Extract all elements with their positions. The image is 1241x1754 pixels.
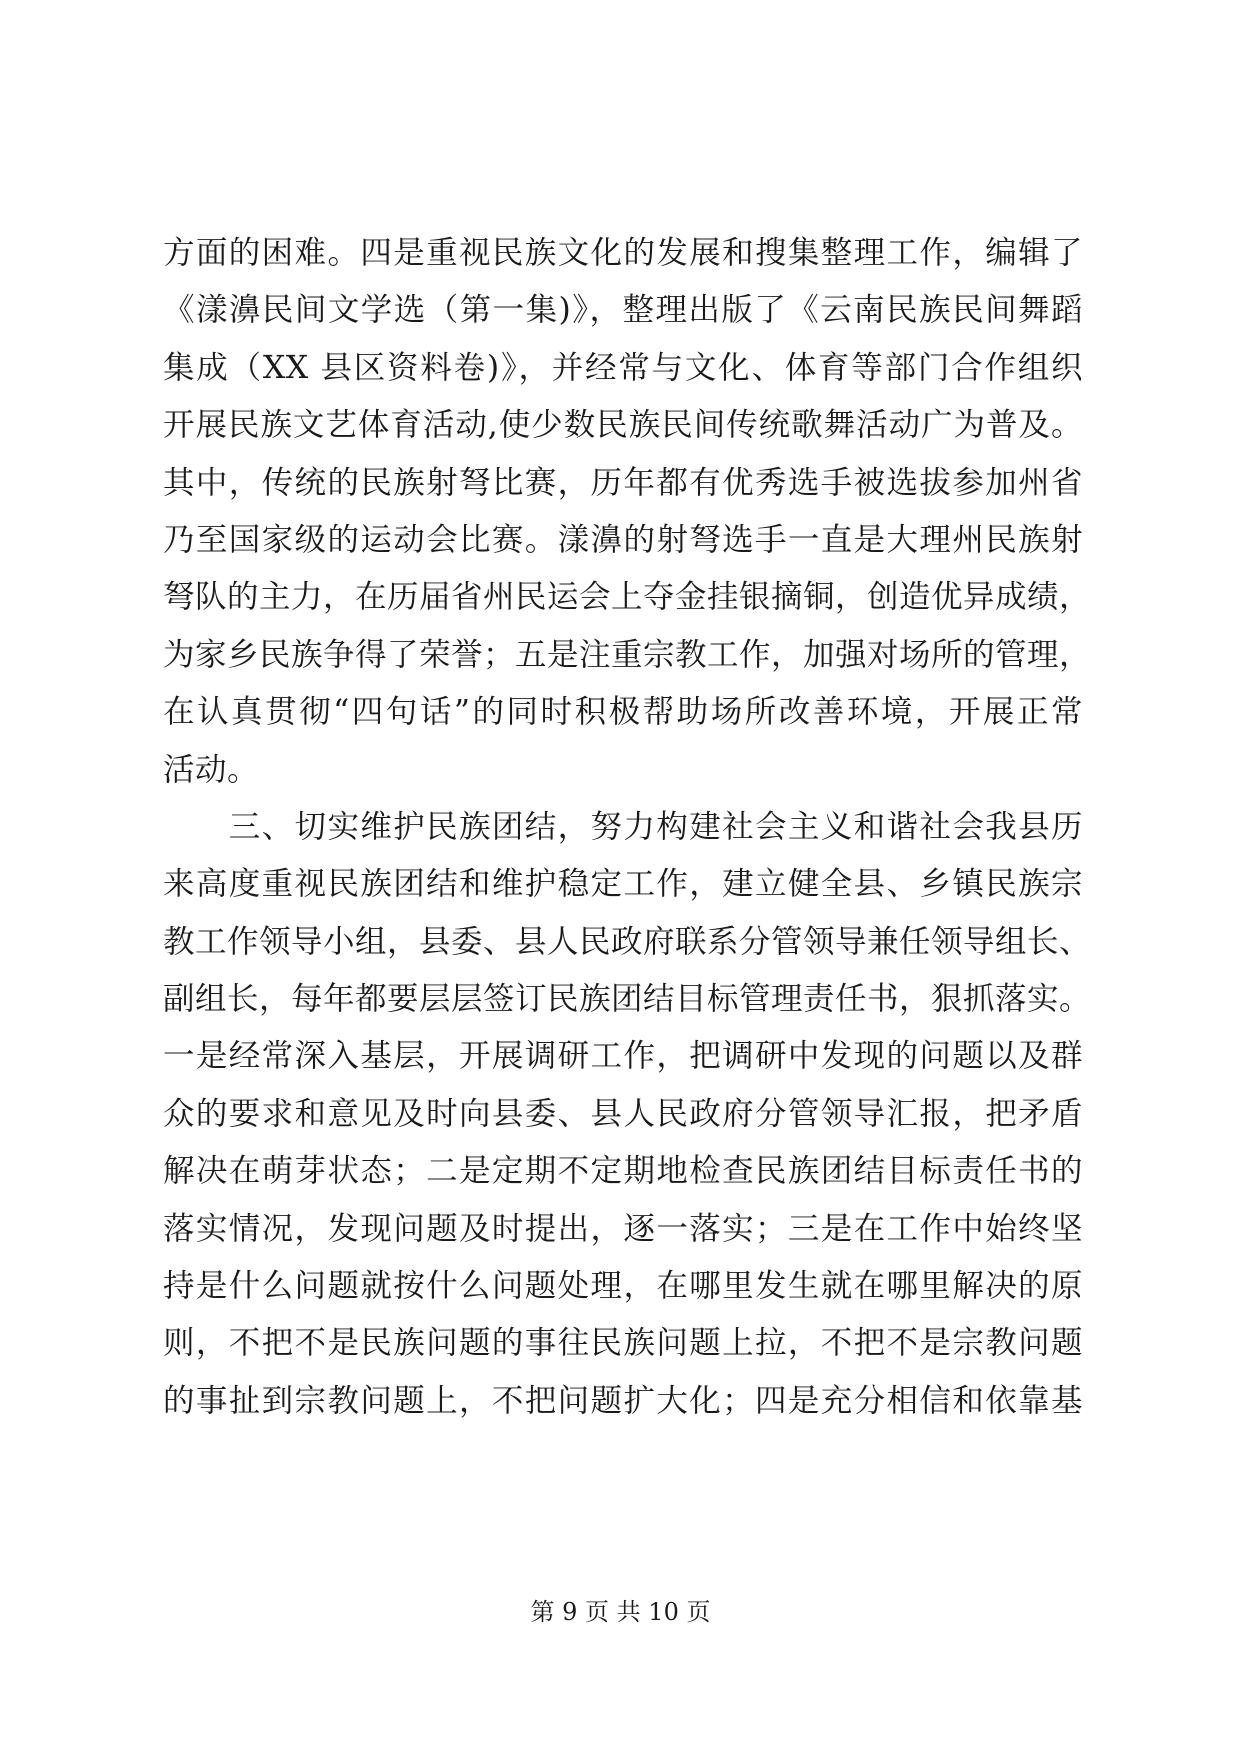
text-line: 其中，传统的民族射弩比赛，历年都有优秀选手被选拔参加州省 xyxy=(163,464,1083,501)
text-line: 方面的困难。四是重视民族文化的发展和搜集整理工作，编辑了 xyxy=(163,235,1083,271)
text-line: 集成（XX 县区资料卷)》，并经常与文化、体育等部门合作组织 xyxy=(163,349,1083,386)
text-line: 落实情况，发现问题及时提出，逐一落实；三是在工作中始终坚 xyxy=(163,1210,1083,1247)
text-line: 为家乡民族争得了荣誉；五是注重宗教工作，加强对场所的管理， xyxy=(163,636,1092,673)
text-line: 《漾濞民间文学选（第一集)》，整理出版了《云南民族民间舞蹈 xyxy=(163,292,1083,329)
text-line: 来高度重视民族团结和维护稳定工作，建立健全县、乡镇民族宗 xyxy=(163,866,1083,903)
document-body xyxy=(163,225,1092,1430)
text-line: 则，不把不是民族问题的事往民族问题上拉，不把不是宗教问题 xyxy=(163,1325,1083,1362)
text-line: 众的要求和意见及时向县委、县人民政府分管领导汇报，把矛盾 xyxy=(163,1095,1083,1132)
text-line: 乃至国家级的运动会比赛。漾濞的射弩选手一直是大理州民族射 xyxy=(163,521,1083,558)
text-line: 教工作领导小组，县委、县人民政府联系分管领导兼任领导组长、 xyxy=(163,923,1092,960)
text-line: 持是什么问题就按什么问题处理，在哪里发生就在哪里解决的原 xyxy=(163,1268,1083,1305)
text-line: 弩队的主力，在历届省州民运会上夺金挂银摘铜，创造优异成绩， xyxy=(163,579,1092,616)
text-line: 活动。 xyxy=(163,751,260,788)
text-line: 副组长，每年都要层层签订民族团结目标管理责任书，狠抓落实。 xyxy=(163,981,1092,1018)
text-line: 一是经常深入基层，开展调研工作，把调研中发现的问题以及群 xyxy=(163,1038,1083,1075)
text-line: 三、切实维护民族团结，努力构建社会主义和谐社会我县历 xyxy=(163,808,1083,845)
text-line: 的事扯到宗教问题上，不把问题扩大化；四是充分相信和依靠基 xyxy=(163,1382,1083,1419)
text-line: 解决在萌芽状态；二是定期不定期地检查民族团结目标责任书的 xyxy=(163,1153,1083,1190)
page-footer: 第 9 页 共 10 页 xyxy=(530,1598,711,1626)
text-line: 开展民族文艺体育活动,使少数民族民间传统歌舞活动广为普及。 xyxy=(163,407,1083,444)
text-line: 在认真贯彻“四句话”的同时积极帮助场所改善环境，开展正常 xyxy=(163,694,1083,731)
